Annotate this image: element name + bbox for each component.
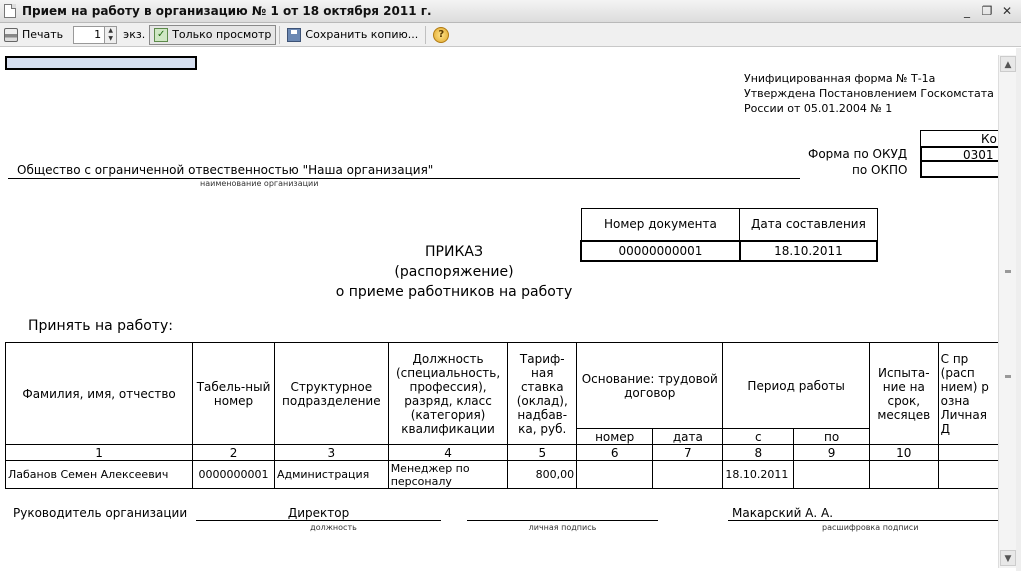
column-number: 1	[6, 445, 193, 461]
minimize-button[interactable]: _	[964, 4, 970, 18]
column-number: 4	[388, 445, 508, 461]
unified-form-note	[744, 71, 994, 116]
name-underline	[728, 520, 998, 521]
signature-name: Макарский А. А.	[732, 506, 834, 520]
header-basis-number: номер	[577, 429, 653, 445]
copies-input[interactable]	[73, 26, 105, 44]
position-underline	[196, 520, 441, 521]
header-basis-date: дата	[653, 429, 723, 445]
cell-tab-no[interactable]: 0000000001	[193, 461, 275, 489]
spin-up-icon[interactable]: ▲	[108, 26, 113, 34]
toolbar-separator	[425, 26, 426, 44]
header-basis: Основание: трудовой договор	[577, 343, 723, 429]
header-fio: Фамилия, имя, отчество	[6, 343, 193, 445]
checkmark-icon: ✓	[154, 28, 168, 42]
vertical-scrollbar[interactable]	[998, 55, 1016, 568]
doc-number-header: Номер документа	[581, 209, 740, 241]
toolbar	[0, 23, 1021, 47]
header-period: Период работы	[723, 343, 870, 429]
doc-date[interactable]: 18.10.2011	[740, 241, 877, 261]
order-title-line: о приеме работников на работу	[335, 284, 573, 300]
cell-fio[interactable]: Лабанов Семен Алексеевич	[6, 461, 193, 489]
organization-name: Общество с ограниченной отвественностью "Наша организация"	[17, 163, 434, 177]
cell-position[interactable]: Менеджер по персоналу	[388, 461, 508, 489]
column-number: 2	[193, 445, 275, 461]
unified-form-line: Утверждена Постановлением Госкомстата	[744, 87, 994, 100]
cell-basis-number[interactable]	[577, 461, 653, 489]
sign-caption: личная подпись	[528, 523, 597, 532]
copies-control	[67, 25, 119, 45]
help-button[interactable]	[429, 25, 453, 45]
column-number: 9	[794, 445, 870, 461]
spreadsheet-document[interactable]	[0, 48, 998, 571]
okud-label: Форма по ОКУД	[808, 147, 908, 161]
order-title-line: ПРИКАЗ	[425, 244, 483, 260]
employees-table	[5, 342, 998, 489]
okpo-value-cell	[920, 162, 998, 178]
unified-form-line: России от 05.01.2004 № 1	[744, 102, 893, 115]
print-label: Печать	[22, 28, 64, 41]
name-caption: расшифровка подписи	[822, 523, 919, 532]
title-bar	[0, 0, 1021, 23]
scroll-up-icon[interactable]: ▲	[1000, 56, 1016, 72]
order-title-line: (распоряжение)	[394, 264, 514, 280]
position-caption: должность	[310, 523, 357, 532]
print-button[interactable]	[0, 25, 67, 45]
column-number: 7	[653, 445, 723, 461]
view-only-label: Только просмотр	[172, 28, 272, 41]
cell-acknowledgement[interactable]	[938, 461, 998, 489]
view-only-button[interactable]	[149, 25, 276, 45]
cell-dept[interactable]: Администрация	[274, 461, 388, 489]
cell-rate[interactable]: 800,00	[508, 461, 577, 489]
scroll-down-icon[interactable]: ▼	[1000, 550, 1016, 566]
scroll-marker	[1005, 375, 1011, 378]
spin-down-icon[interactable]: ▼	[108, 34, 113, 42]
hire-label: Принять на работу:	[28, 318, 173, 334]
cell-period-from[interactable]: 18.10.2011	[723, 461, 794, 489]
header-period-from: с	[723, 429, 794, 445]
restore-button[interactable]: ❐	[981, 4, 993, 18]
save-copy-button[interactable]	[283, 25, 422, 45]
column-number: 8	[723, 445, 794, 461]
close-button[interactable]: ✕	[1001, 4, 1013, 18]
document-icon	[4, 4, 16, 18]
header-period-to: по	[794, 429, 870, 445]
window-title: Прием на работу в организацию № 1 от 18 октября 2011 г.	[22, 4, 432, 18]
signature-label: Руководитель организации	[13, 506, 188, 520]
header-tab-no: Табель-ный номер	[193, 343, 275, 445]
copies-unit: экз.	[123, 28, 146, 41]
okpo-label: по ОКПО	[852, 163, 908, 177]
organization-underline	[8, 178, 800, 179]
doc-date-header: Дата составления	[740, 209, 877, 241]
scroll-marker	[1005, 270, 1011, 273]
organization-caption: наименование организации	[200, 179, 319, 188]
header-rate: Тариф-ная ставка (оклад), надбав-ка, руб.	[508, 343, 577, 445]
unified-form-line: Унифицированная форма № Т-1а	[744, 72, 936, 85]
column-number: 10	[869, 445, 938, 461]
copies-spinner[interactable]	[105, 26, 117, 44]
sign-underline	[467, 520, 658, 521]
column-number: 6	[577, 445, 653, 461]
toolbar-separator	[279, 26, 280, 44]
window-border	[1016, 48, 1021, 571]
cell-period-to[interactable]	[794, 461, 870, 489]
save-copy-label: Сохранить копию...	[305, 28, 419, 41]
selected-cell[interactable]	[5, 56, 197, 70]
codes-header-cell	[920, 130, 998, 146]
window-controls	[959, 3, 1015, 19]
header-trial: Испыта-ние на срок, месяцев	[869, 343, 938, 445]
header-dept: Структурное подразделение	[274, 343, 388, 445]
cell-basis-date[interactable]	[653, 461, 723, 489]
help-icon: ?	[433, 27, 449, 43]
floppy-disk-icon	[287, 28, 301, 42]
document-number-table	[580, 208, 878, 262]
codes-header: Ко	[981, 132, 997, 146]
doc-number[interactable]: 00000000001	[581, 241, 740, 261]
cell-trial[interactable]	[869, 461, 938, 489]
printer-icon	[4, 28, 18, 42]
table-row[interactable]	[6, 461, 999, 489]
header-position: Должность (специальность, профессия), разряд, класс (категория) квалификации	[388, 343, 508, 445]
okud-value-cell	[920, 146, 998, 162]
column-number: 5	[508, 445, 577, 461]
column-number	[938, 445, 998, 461]
header-acknowledgement: С пр (расп нием) р озна Личная Д	[938, 343, 998, 445]
column-number: 3	[274, 445, 388, 461]
signature-position: Директор	[287, 506, 350, 520]
order-title	[300, 242, 608, 302]
okud-value: 0301	[963, 148, 994, 162]
